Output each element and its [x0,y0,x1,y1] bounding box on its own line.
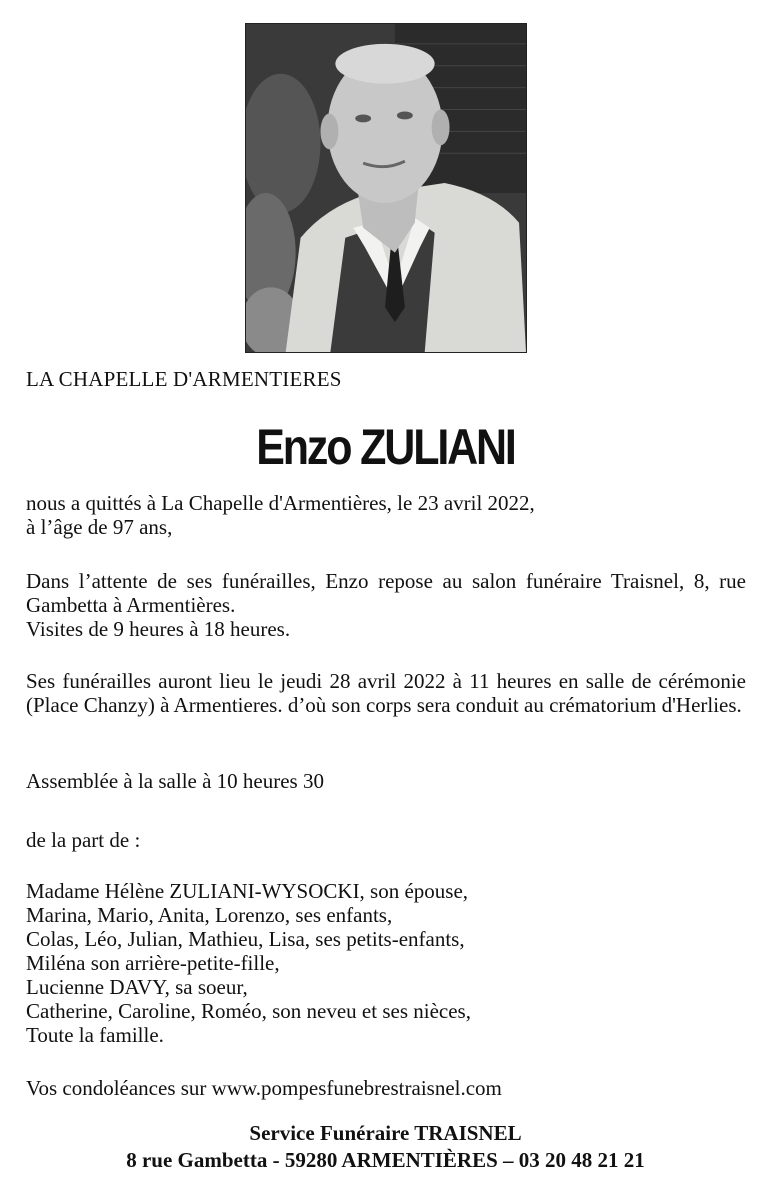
visits-text: Visites de 9 heures à 18 heures. [26,617,291,641]
death-announcement [26,491,746,539]
funeral-service-footer [0,1120,771,1174]
death-line-1: nous a quittés à La Chapelle d'Armentières, le 23 avril 2022, [26,491,535,515]
condolences-text: Vos condoléances sur www.pompesfunebrestraisnel.com [26,1076,502,1100]
portrait-photo [245,23,527,353]
footer-address: 8 rue Gambetta - 59280 ARMENTIÈRES – 03 20 48 21 21 [126,1148,645,1172]
family-member: Miléna son arrière-petite-fille, [26,951,280,975]
portrait-photo-icon [246,24,526,352]
rest-paragraph [26,569,746,641]
family-list [26,879,471,1047]
family-member: Marina, Mario, Anita, Lorenzo, ses enfants, [26,903,393,927]
from-text: de la part de : [26,828,141,852]
family-member: Madame Hélène ZULIANI-WYSOCKI, son épouse, [26,879,469,903]
location: LA CHAPELLE D'ARMENTIERES [26,367,342,391]
deceased-name: Enzo ZULIANI [256,419,515,475]
rest-text: Dans l’attente de ses funérailles, Enzo repose au salon funéraire Traisnel, 8, rue Gambetta à Armentières. [26,569,746,617]
funeral-paragraph: Ses funérailles auront lieu le jeudi 28 avril 2022 à 11 heures en salle de cérémonie (Place Chanzy) à Armentieres. d’où son corps sera conduit au crématorium d'Herlies. [26,669,746,717]
footer-service-name: Service Funéraire TRAISNEL [249,1121,522,1145]
family-member: Catherine, Caroline, Roméo, son neveu et ses nièces, [26,999,471,1023]
assembly-text: Assemblée à la salle à 10 heures 30 [26,769,324,793]
family-member: Lucienne DAVY, sa soeur, [26,975,248,999]
family-member: Toute la famille. [26,1023,164,1047]
family-member: Colas, Léo, Julian, Mathieu, Lisa, ses petits-enfants, [26,927,465,951]
death-line-2: à l’âge de 97 ans, [26,515,173,539]
